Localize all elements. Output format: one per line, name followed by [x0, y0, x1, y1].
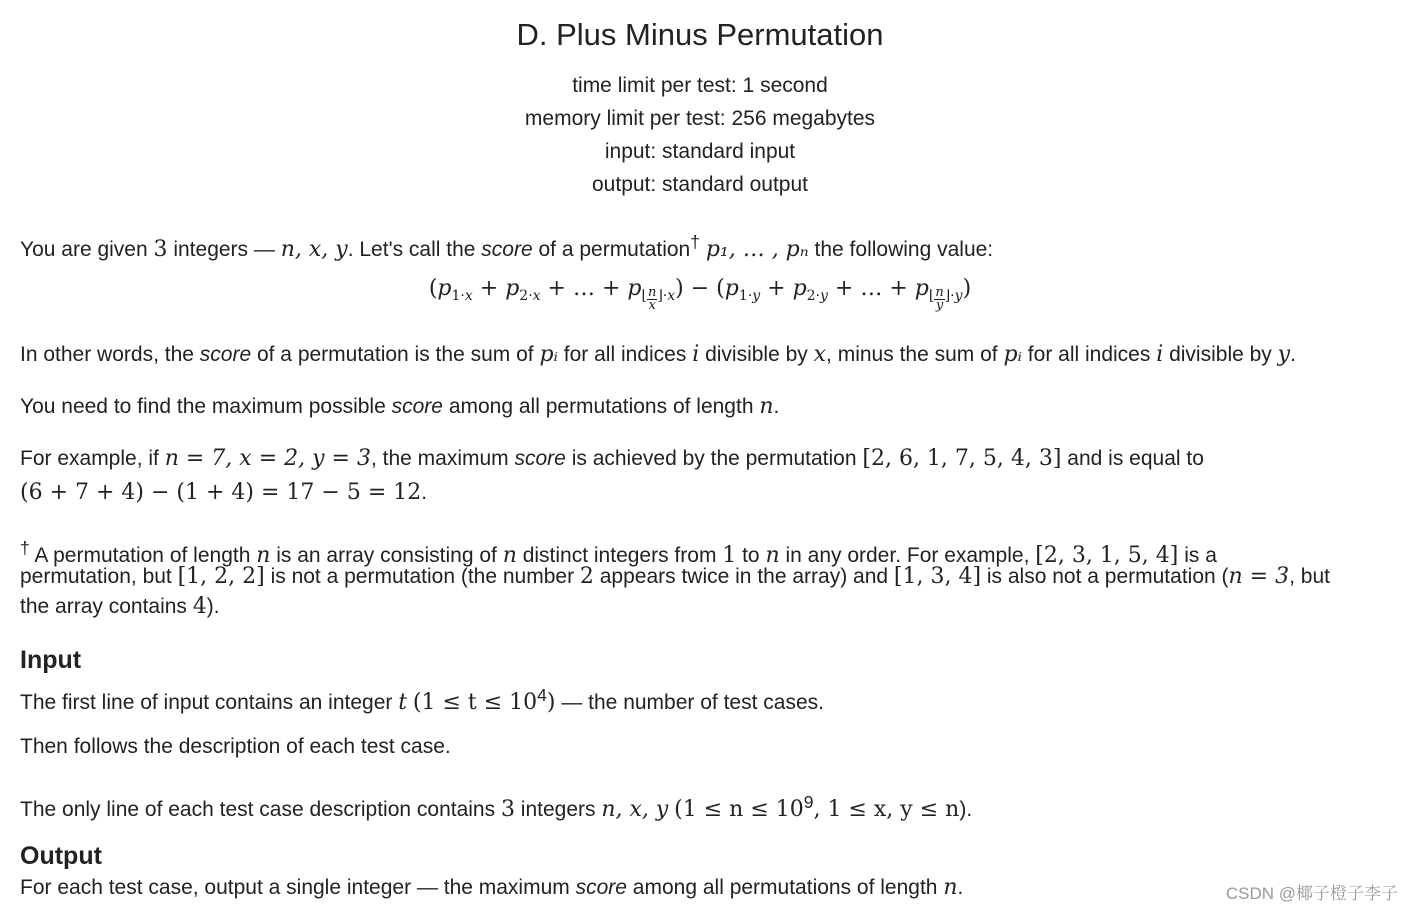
footnote-line-1: † A permutation of length n is an array consisting of n distinct integers from 1 to n in any order. For example, [2, 3, 1, 5, 4] is a	[20, 538, 1217, 568]
dagger-mark: †	[20, 538, 30, 558]
input-heading: Input	[20, 646, 82, 674]
score-formula: ($p_{1\cdot x} + p_{2\cdot x}$ + … + $p_{⌊ \frac{n}{x} ⌋\cdot x}) - (p_{1\cdot y} + p_{2\cdot y}$ + … + $p_{⌊ \frac{n}{y} ⌋\cdot y}$)	[428, 276, 972, 313]
output-heading: Output	[20, 842, 102, 870]
statement-paragraph-2: In other words, the score of a permutation is the sum of pᵢ for all indices i divisible by x, minus the sum of pᵢ for all indices i divisible by y.	[20, 342, 1296, 367]
input-spec: input: standard input	[604, 140, 796, 163]
dagger-mark: †	[690, 232, 700, 252]
footnote-line-2: permutation, but [1, 2, 2] is not a permutation (the number 2 appears twice in the array) and [1, 3, 4] is also not a permutation (n = 3, but	[20, 564, 1330, 589]
statement-paragraph-3: You need to find the maximum possible score among all permutations of length n.	[20, 394, 780, 419]
output-line-1: For each test case, output a single integer — the maximum score among all permutations of length n.	[20, 875, 964, 900]
problem-title: D. Plus Minus Permutation	[516, 17, 884, 52]
input-line-1: The first line of input contains an integer t $(1 \le t \le 10^4)$ — the number of test cases.	[20, 685, 824, 715]
statement-paragraph-4: For example, if n = 7, x = 2, y = 3, the maximum score is achieved by the permutation [2, 6, 1, 7, 5, 4, 3] and is equal to	[20, 446, 1204, 471]
footnote-line-3: the array contains 4).	[20, 594, 220, 619]
example-equation: (6 + 7 + 4) − (1 + 4) = 17 − 5 = 12.	[20, 480, 428, 505]
output-spec: output: standard output	[592, 173, 808, 196]
memory-limit: memory limit per test: 256 megabytes	[524, 107, 876, 130]
input-line-3: The only line of each test case description contains 3 integers n, x, y ($1 \le n \le 10^9$, 1 ≤ x, y ≤ n).	[20, 792, 973, 822]
time-limit: time limit per test: 1 second	[572, 74, 828, 97]
input-line-2: Then follows the description of each test case.	[20, 735, 451, 758]
watermark: CSDN @椰子橙子李子	[1225, 884, 1398, 903]
statement-paragraph-1: You are given 3 integers — n, x, y. Let's call the score of a permutation† p₁, … , pₙ the following value:	[20, 232, 994, 262]
